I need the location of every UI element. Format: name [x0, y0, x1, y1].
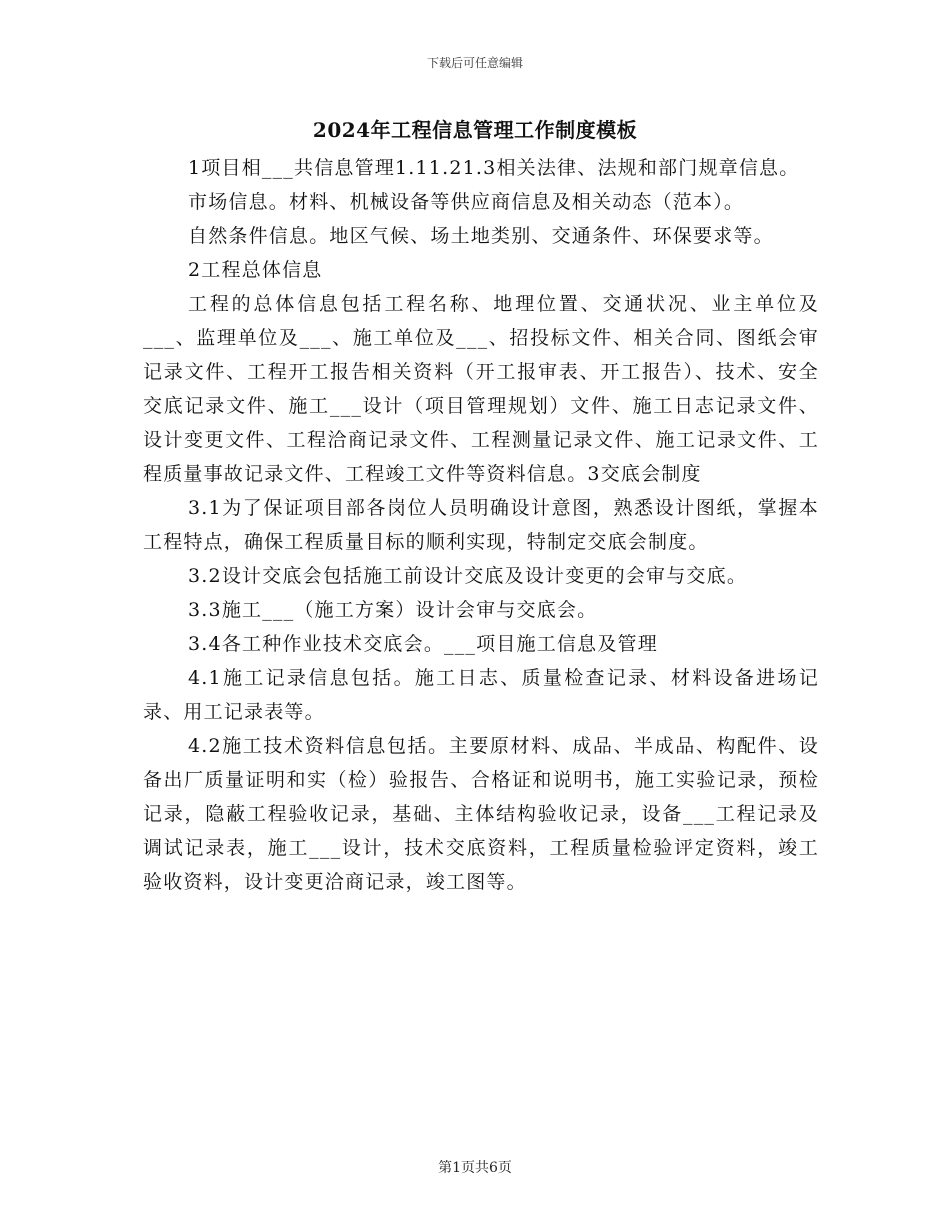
paragraph-10: 4.1施工记录信息包括。施工日志、质量检查记录、材料设备进场记录、用工记录表等。 — [143, 667, 819, 723]
document-body — [143, 151, 819, 899]
paragraph-11: 4.2施工技术资料信息包括。主要原材料、成品、半成品、构配件、设备出厂质量证明和实（检）验报告、合格证和说明书，施工实验记录，预检记录，隐蔽工程验收记录，基础、主体结构验收记录，设备___工程记录及调试记录表，施工___设计，技术交底资料，工程质量检验评定资料，竣工验收资料，设计变更洽商记录，竣工图等。 — [143, 735, 819, 893]
paragraph-3: 自然条件信息。地区气候、场土地类别、交通条件、环保要求等。 — [188, 225, 774, 247]
paragraph-1: 1项目相___共信息管理1.11.21.3相关法律、法规和部门规章信息。 — [188, 157, 800, 179]
paragraph-9: 3.4各工种作业技术交底会。___项目施工信息及管理 — [188, 633, 658, 655]
paragraph-4: 2工程总体信息 — [188, 259, 323, 281]
paragraph-5: 工程的总体信息包括工程名称、地理位置、交通状况、业主单位及___、监理单位及___、施工单位及___、招投标文件、相关合同、图纸会审记录文件、工程开工报告相关资料（开工报审表、开工报告）、技术、安全交底记录文件、施工___设计（项目管理规划）文件、施工日志记录文件、设计变更文件、工程洽商记录文件、工程测量记录文件、施工记录文件、工程质量事故记录文件、工程竣工文件等资料信息。3交底会制度 — [143, 293, 819, 485]
page-header-note: 下载后可任意编辑 — [426, 56, 523, 70]
paragraph-6: 3.1为了保证项目部各岗位人员明确设计意图，熟悉设计图纸，掌握本工程特点，确保工程质量目标的顺利实现，特制定交底会制度。 — [143, 497, 819, 553]
paragraph-8: 3.3施工___（施工方案）设计会审与交底会。 — [188, 599, 598, 621]
document-title: 2024年工程信息管理工作制度模板 — [312, 118, 638, 142]
page-indicator: 第1页共6页 — [438, 1160, 512, 1176]
paragraph-2: 市场信息。材料、机械设备等供应商信息及相关动态（范本）。 — [188, 191, 745, 213]
paragraph-7: 3.2设计交底会包括施工前设计交底及设计变更的会审与交底。 — [188, 565, 748, 587]
